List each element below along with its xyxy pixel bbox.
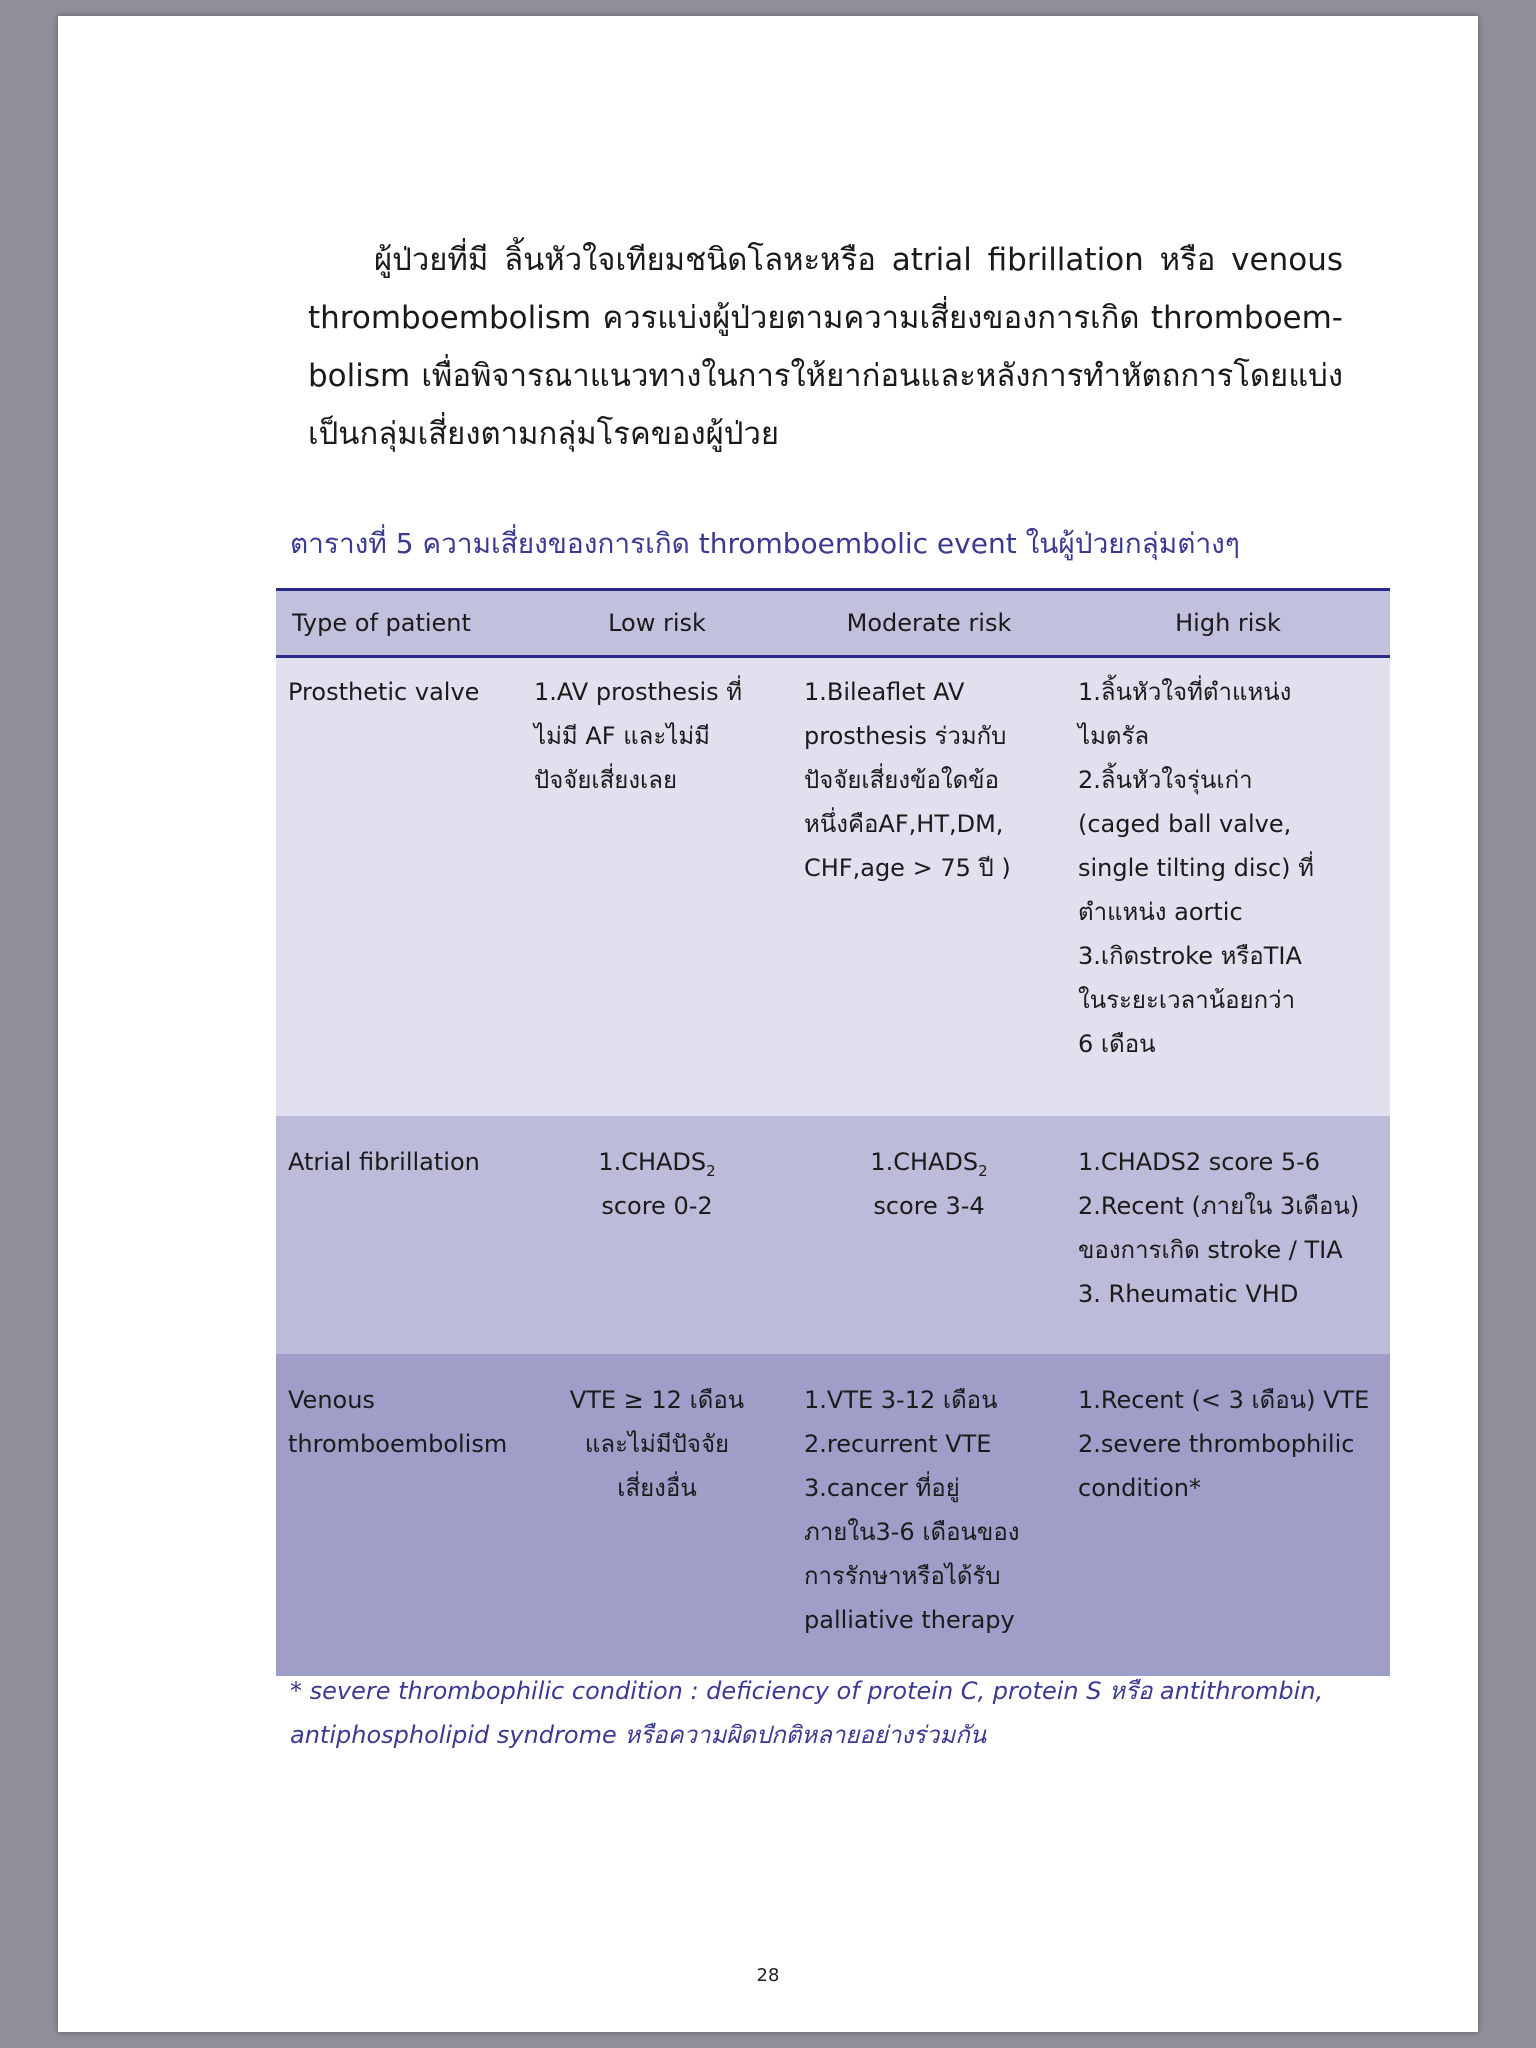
cell-low-risk <box>522 657 792 1117</box>
cell-line: 2.ลิ้นหัวใจรุ่นเก่า <box>1078 766 1253 794</box>
table-row <box>276 657 1390 1117</box>
cell-line: VTE ≥ 12 เดือน <box>569 1386 745 1414</box>
cell-line: CHF,age > 75 ปี ) <box>804 854 1011 882</box>
header-low-risk: Low risk <box>522 590 792 657</box>
cell-line: 1.ลิ้นหัวใจที่ตำแหน่ง <box>1078 678 1292 706</box>
cell-line: Atrial fibrillation <box>288 1148 480 1176</box>
table-header-row <box>276 590 1390 657</box>
cell-line: (caged ball valve, <box>1078 810 1292 838</box>
cell-line: 1.Recent (< 3 เดือน) VTE <box>1078 1386 1370 1414</box>
cell-line: prosthesis ร่วมกับ <box>804 722 1007 750</box>
cell-line: 1.Bileaflet AV <box>804 678 965 706</box>
header-high-risk: High risk <box>1066 590 1390 657</box>
table-footnote <box>290 1669 1440 1757</box>
cell-line: ตำแหน่ง aortic <box>1078 898 1243 926</box>
cell-moderate-risk <box>792 657 1066 1117</box>
table-caption: ตารางที่ 5 ความเสี่ยงของการเกิด thromboembolic event ในผู้ป่วยกลุ่มต่างๆ <box>290 527 1240 560</box>
chads-text: 1.CHADS <box>598 1148 707 1176</box>
cell-moderate-risk <box>792 1116 1066 1354</box>
cell-line: ไมตรัล <box>1078 722 1150 750</box>
cell-low-risk <box>522 1116 792 1354</box>
cell-high-risk <box>1066 1116 1390 1354</box>
cell-line: thromboembolism <box>288 1430 508 1458</box>
cell-line: เสี่ยงอื่น <box>617 1474 697 1502</box>
table-row <box>276 1116 1390 1354</box>
footnote-line: antiphospholipid syndrome หรือความผิดปกติหลายอย่างร่วมกัน <box>290 1721 987 1749</box>
cell-line: palliative therapy <box>804 1606 1015 1634</box>
cell-line: 3. Rheumatic VHD <box>1078 1280 1299 1308</box>
cell-line: หนึ่งคือAF,HT,DM, <box>804 810 1004 838</box>
chads-subscript: 2 <box>978 1161 988 1180</box>
chads-subscript: 2 <box>706 1161 716 1180</box>
cell-line: 1.AV prosthesis ที่ <box>534 678 743 706</box>
cell-line: 2.recurrent VTE <box>804 1430 992 1458</box>
footnote-line: * severe thrombophilic condition : deficiency of protein C, protein S หรือ antithrombin, <box>290 1677 1324 1705</box>
document-page <box>58 16 1478 2032</box>
cell-type <box>276 1116 522 1354</box>
cell-line: 3.cancer ที่อยู่ <box>804 1474 960 1502</box>
cell-line: score 0-2 <box>601 1192 713 1220</box>
risk-table <box>276 588 1390 1676</box>
cell-line: การรักษาหรือได้รับ <box>804 1562 1001 1590</box>
cell-high-risk <box>1066 1354 1390 1676</box>
cell-line: 2.severe thrombophilic <box>1078 1430 1355 1458</box>
cell-line: 2.Recent (ภายใน 3เดือน) <box>1078 1192 1360 1220</box>
cell-line: ไม่มี AF และไม่มี <box>534 722 710 750</box>
header-moderate-risk: Moderate risk <box>792 590 1066 657</box>
cell-line: 6 เดือน <box>1078 1030 1156 1058</box>
cell-moderate-risk <box>792 1354 1066 1676</box>
cell-line: 3.เกิดstroke หรือTIA <box>1078 942 1302 970</box>
cell-line: ปัจจัยเสี่ยงเลย <box>534 766 678 794</box>
chads-text: 1.CHADS <box>870 1148 979 1176</box>
cell-line: ปัจจัยเสี่ยงข้อใดข้อ <box>804 766 999 794</box>
cell-line: 1.VTE 3-12 เดือน <box>804 1386 998 1414</box>
cell-low-risk <box>522 1354 792 1676</box>
cell-type <box>276 657 522 1117</box>
cell-line: 1.CHADS2 score 5-6 <box>1078 1148 1321 1176</box>
cell-line: Venous <box>288 1386 375 1414</box>
intro-paragraph: ผู้ป่วยที่มี ลิ้นหัวใจเทียมชนิดโลหะหรือ atrial fibrillation หรือ venous thromboembolism ควรแบ่งผู้ป่วยตามความเสี่ยงของการเกิด thromboem-bolism เพื่อพิจารณาแนวทางในการให้ยาก่อนและหลังการทำหัตถการโดยแบ่งเป็นกลุ่มเสี่ยงตามกลุ่มโรคของผู้ป่วย <box>308 242 1343 452</box>
cell-line: score 3-4 <box>873 1192 985 1220</box>
cell-high-risk <box>1066 657 1390 1117</box>
cell-line <box>522 1140 792 1184</box>
cell-type <box>276 1354 522 1676</box>
cell-line: single tilting disc) ที่ <box>1078 854 1314 882</box>
header-type-of-patient: Type of patient <box>276 590 522 657</box>
cell-line: condition* <box>1078 1474 1201 1502</box>
cell-line: ของการเกิด stroke / TIA <box>1078 1236 1343 1264</box>
cell-line: ภายใน3-6 เดือนของ <box>804 1518 1020 1546</box>
page-number: 28 <box>756 1965 780 1986</box>
cell-line: ในระยะเวลาน้อยกว่า <box>1078 986 1296 1014</box>
cell-line: และไม่มีปัจจัย <box>584 1430 730 1458</box>
table-row <box>276 1354 1390 1676</box>
cell-line <box>792 1140 1066 1184</box>
cell-line: Prosthetic valve <box>288 678 480 706</box>
